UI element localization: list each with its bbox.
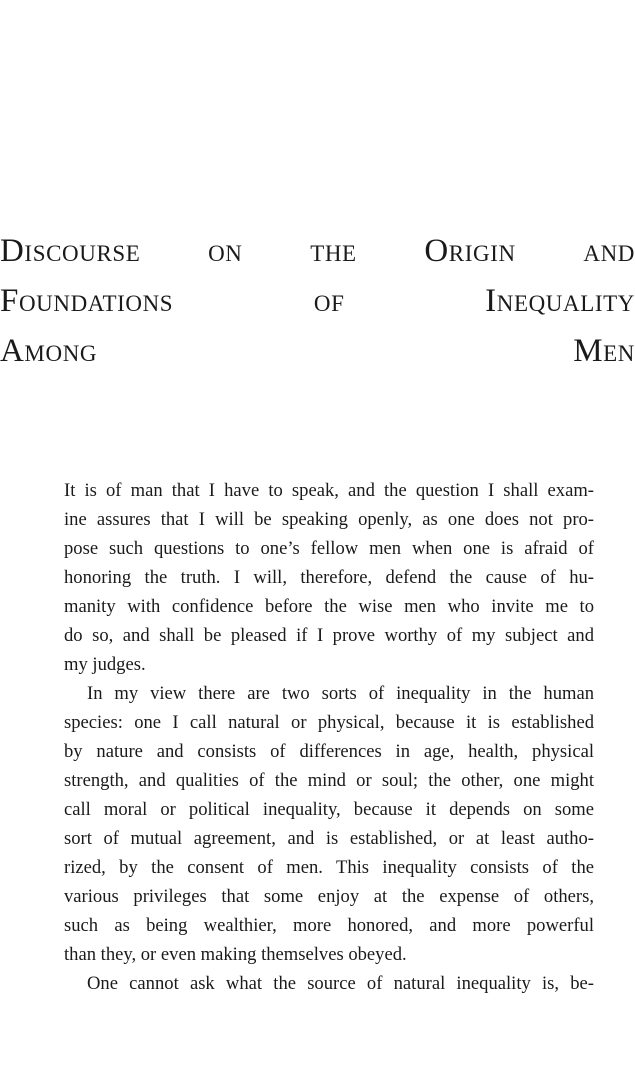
text-line: rized, by the consent of men. This inequality consists of the (64, 857, 594, 878)
text-line: various privileges that some enjoy at the expense of others, (64, 886, 594, 907)
text-line: by nature and consists of differences in age, health, physical (64, 741, 594, 762)
chapter-title-line: Foundations of Inequality (0, 283, 635, 319)
text-line: call moral or political inequality, because it depends on some (64, 799, 594, 820)
paragraph-3 (64, 969, 594, 998)
text-line: species: one I call natural or physical, because it is established (64, 712, 594, 733)
paragraph-2 (64, 679, 594, 969)
chapter-title-line: Discourse on the Origin and (0, 233, 635, 269)
chapter-title (0, 226, 635, 376)
text-line: In my view there are two sorts of inequality in the human (87, 683, 594, 704)
body-text (64, 476, 594, 998)
text-line: It is of man that I have to speak, and the question I shall exam- (64, 480, 594, 501)
text-line: than they, or even making themselves obeyed. (64, 944, 407, 965)
text-line: strength, and qualities of the mind or soul; the other, one might (64, 770, 594, 791)
chapter-title-line: Among Men (0, 333, 635, 369)
text-line: honoring the truth. I will, therefore, defend the cause of hu- (64, 567, 594, 588)
text-line: pose such questions to one’s fellow men when one is afraid of (64, 538, 594, 559)
text-line: One cannot ask what the source of natural inequality is, be- (87, 973, 594, 994)
text-line: such as being wealthier, more honored, and more powerful (64, 915, 594, 936)
paragraph-1 (64, 476, 594, 679)
text-line: do so, and shall be pleased if I prove worthy of my subject and (64, 625, 594, 646)
text-line: sort of mutual agreement, and is established, or at least autho- (64, 828, 594, 849)
text-line: my judges. (64, 654, 146, 675)
text-line: ine assures that I will be speaking openly, as one does not pro- (64, 509, 594, 530)
text-line: manity with confidence before the wise men who invite me to (64, 596, 594, 617)
